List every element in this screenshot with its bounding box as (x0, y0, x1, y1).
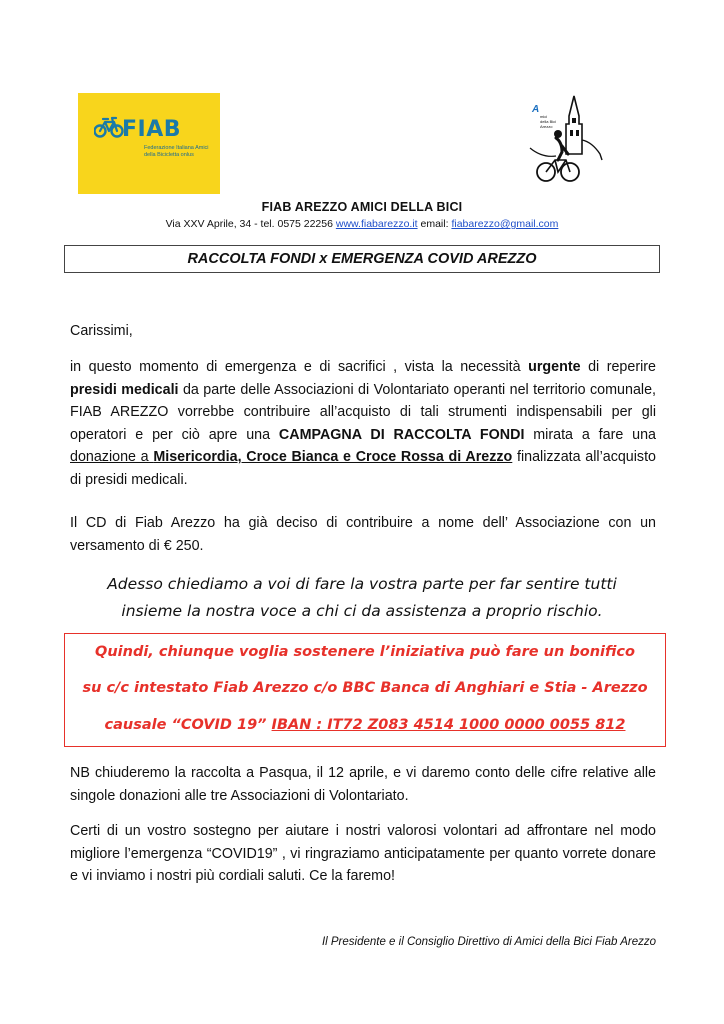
donation-line-1: Quindi, chiunque voglia sostenere l’iniziativa può fare un bonifico (95, 644, 635, 660)
document-title: RACCOLTA FONDI x EMERGENZA COVID AREZZO (187, 251, 537, 267)
donation-box (64, 633, 666, 747)
svg-text:A: A (532, 104, 540, 115)
contact-line (0, 218, 724, 230)
website-link[interactable]: www.fiabarezzo.it (335, 218, 418, 230)
bold-text: presidi medicali (70, 381, 179, 398)
svg-text:Arezzo: Arezzo (540, 124, 553, 129)
organization-name: FIAB AREZZO AMICI DELLA BICI (261, 200, 463, 214)
nb-paragraph: NB chiuderemo la raccolta a Pasqua, il 12 aprile, e vi daremo conto delle cifre relative alle singole donazioni alle tre Associazioni di Volontariato. (70, 765, 656, 804)
text-run: finalizzata all’acquisto di presidi medicali. (70, 449, 657, 488)
bold-text: CAMPAGNA DI RACCOLTA FONDI (278, 426, 525, 443)
text-run: di reperire (580, 359, 656, 375)
fiab-logo-subtitle: Federazione Italiana Amici della Bicicletta onlus (144, 145, 209, 158)
bell-tower-cyclist-icon (522, 94, 604, 186)
text-run: mirata a fare una (524, 426, 657, 443)
causale-text: causale “COVID 19” (104, 717, 272, 733)
text-run: da parte delle Associazioni di Volontariato operanti nel territorio comunale, FIAB AREZZO vorrebbe contribuire all’acquisto di tali strumenti indispensabili per gli operatori e per ciò apre una (70, 381, 656, 443)
text-run: in questo momento di emergenza e di sacrifici , vista la necessità (70, 359, 529, 375)
bold-underlined-text: Misericordia, Croce Bianca e Croce Rossa di Arezzo (153, 449, 513, 465)
fiab-logo (78, 93, 220, 194)
appeal-line-2: insieme la nostra voce a chi ci da assistenza a proprio rischio. (121, 602, 603, 620)
appeal-line-1: Adesso chiediamo a voi di fare la vostra parte per far sentire tutti (107, 575, 617, 593)
cd-paragraph: Il CD di Fiab Arezzo ha già deciso di contribuire a nome dell’ Associazione con un versamento di € 250. (70, 515, 656, 554)
main-paragraph (70, 356, 656, 491)
svg-text:mici: mici (540, 114, 548, 119)
email-link[interactable]: fiabarezzo@gmail.com (451, 218, 559, 230)
underlined-text: donazione a (70, 449, 154, 465)
closing-paragraph: Certi di un vostro sostegno per aiutare i nostri valorosi volontari ad affrontare nel modo migliore l’emergenza “COVID19” , vi ringraziamo anticipatamente per quanto vorrete donare e vi inviamo i nostri più cordiali saluti. Ce la faremo! (70, 823, 656, 884)
donation-line-3 (65, 717, 665, 733)
address-phone: Via XXV Aprile, 34 - tel. 0575 22256 (165, 218, 333, 230)
fiab-logo-text: FIAB (122, 117, 182, 142)
email-label: email: (420, 218, 449, 230)
bicycle-icon (94, 115, 124, 139)
amici-della-bici-logo (522, 94, 604, 186)
greeting: Carissimi, (70, 323, 133, 339)
title-box (64, 245, 660, 273)
iban-text: IBAN : IT72 Z083 4514 1000 0000 0055 812 (271, 717, 626, 733)
svg-text:della Bici: della Bici (540, 119, 557, 124)
bold-text: urgente (528, 359, 581, 375)
donation-line-2: su c/c intestato Fiab Arezzo c/o BBC Banca di Anghiari e Stia - Arezzo (82, 680, 648, 696)
signature: Il Presidente e il Consiglio Direttivo di Amici della Bici Fiab Arezzo (321, 936, 656, 948)
